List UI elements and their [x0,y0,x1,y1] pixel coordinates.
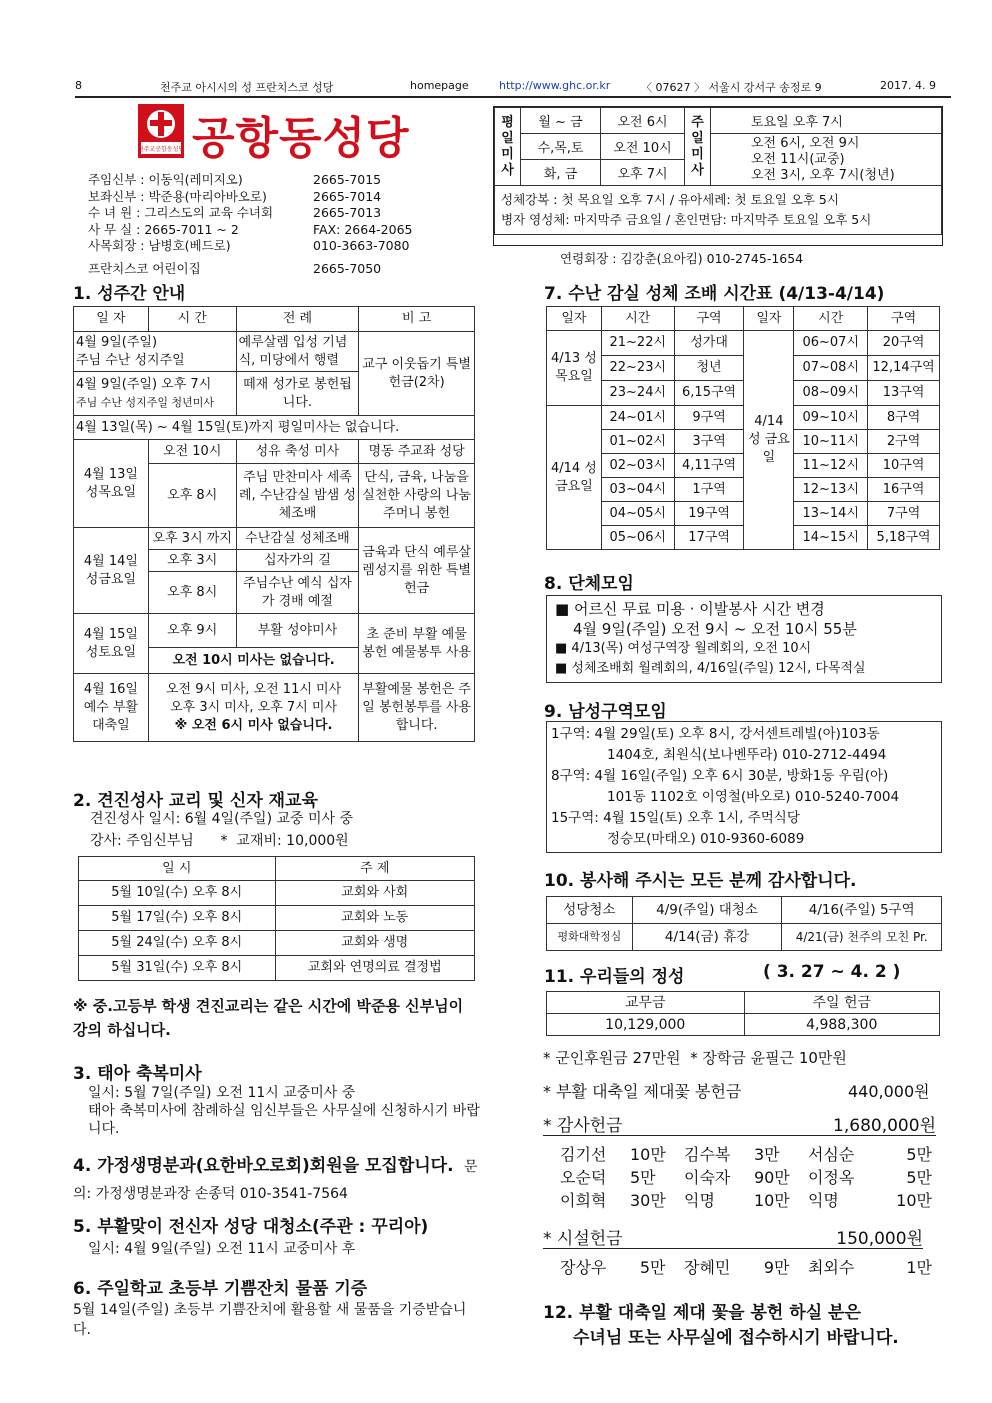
cell: 5월 10일(수) 오후 8시 [79,881,276,906]
section-6-title: 6. 주일학교 초등부 기쁨잔치 물품 기증 [73,1279,368,1299]
staff-phone: 2665-7050 [313,260,382,276]
donor: 익명 [683,1191,715,1210]
cell: 10~11시 [794,430,868,454]
family-contact: 문의: 가정생명분과장 손종덕 010-3541-7564 [73,1159,478,1202]
table-row [547,897,942,924]
mass-day: 월 ~ 금 [521,108,601,134]
cell: 2구역 [868,430,940,454]
table-row [560,1189,932,1212]
bullet-icon: ■ [555,600,574,618]
section-4-title: 4. 가정생명분과(요한바오로회)회원을 모집합니다. [73,1156,454,1176]
cleaning-date: 일시: 4월 9일(주일) 오전 11시 교중미사 후 [88,1241,356,1257]
section-11-title: 11. 우리들의 정성 [544,967,685,987]
meeting-item: 성체조배회 월례회의, 4/16일(주일) 12시, 다목적실 [571,661,866,676]
amount: 5만 [906,1145,932,1164]
cell: 교회와 노동 [275,906,474,931]
meeting-item: 4월 9일(주일) 오전 9시 ~ 오전 10시 55분 [573,620,857,638]
cell: 4월 9일(주일) 오후 7시 [76,376,212,392]
section-9-title: 9. 남성구역모임 [544,702,667,722]
amount: 5만 [906,1168,932,1187]
cell: 오후 8시 [148,464,236,528]
section-8-title: 8. 단체모임 [544,574,634,594]
mass-schedule [493,106,943,246]
facility-offering [543,1224,923,1249]
weekday-mass-label: 평일미사 [495,108,521,186]
education-table [78,856,475,981]
cell: 교구 이웃돕기 특별헌금(2차) [359,332,475,416]
donor: 이희혁 [560,1191,607,1210]
amount: 10만 [629,1145,666,1164]
cell: 5,18구역 [868,526,940,550]
sunday-mass-line: 오전 6시, 오전 9시 [751,135,860,151]
staff-pastor: 주임신부 : 이동익(레미지오) [88,172,243,187]
confirmation-date: 견진성사 일시: 6월 4일(주일) 교중 미사 중 [90,811,354,827]
district-line: 101동 1102호 이영철(바오로) 010-5240-7004 [607,789,900,805]
cell: 부활 성야미사 [236,614,359,648]
church-emblem-icon [138,104,184,158]
bullet-icon: ■ [555,641,572,656]
cell: 성당청소 [547,897,633,924]
section-5-title: 5. 부활맞이 전신자 성당 대청소(주관 : 꾸리아) [73,1217,429,1237]
cell: 주님 수난 성지주일 청년미사 [76,395,215,409]
staff-phone: 010-3663-7080 [313,238,410,253]
cell: 4/16(주일) 5구역 [782,897,942,924]
cell: 11~12시 [794,454,868,478]
cell: 22~23시 [601,356,674,381]
staff-convent: 수 녀 원 : 그리스도의 교육 수녀회 [88,205,274,220]
funeral-committee: 연령회장 : 김강춘(요아킴) 010-2745-1654 [560,251,804,266]
bullet-icon: ■ [555,661,572,676]
amount: 3만 [753,1145,780,1164]
cell: 주님수난 예식 십자가 경배 예절 [236,572,359,614]
cell: 14~15시 [794,526,868,550]
cell: ※ 오전 6시 미사 없습니다. [174,717,333,733]
cell: 12~13시 [794,478,868,502]
facility-donors [560,1256,932,1279]
org-name: 천주교 아시시의 성 프란치스코 성당 [160,81,334,94]
table-row [560,1166,932,1189]
thanks-label: * 감사헌금 [543,1116,623,1136]
col-header: 시간 [794,307,868,331]
cell: 5월 17일(수) 오후 8시 [79,906,276,931]
cell: 오후 3시 [148,550,236,572]
col-header: 일 자 [74,307,149,332]
col-header: 전 례 [236,307,359,332]
cell: 금육과 단식 예루살렘성지를 위한 특별헌금 [359,528,475,614]
sunday-mass-label: 주일미사 [685,108,711,186]
staff-office: 사 무 실 : 2665-7011 ~ 2 [88,221,239,237]
cell: 성가대 [674,331,744,356]
page-number: 8 [75,79,82,92]
cell: 성유 축성 미사 [236,440,359,464]
staff-assistant: 보좌신부 : 박준용(마리아바오로) [88,188,267,204]
day-cell: 4월 15일 성토요일 [74,614,149,674]
col-header: 일자 [744,307,794,331]
cell: 주님 만찬미사 세족례, 수난감실 밤샘 성체조배 [236,464,359,528]
cell: 04~05시 [601,502,674,526]
col-header: 시 간 [148,307,236,332]
address: 〈 07627 〉 서울시 강서구 송정로 9 [641,81,822,94]
cell: 21~22시 [601,331,674,356]
col-header: 구역 [674,307,744,331]
blessing-date: 일시: 5월 7일(주일) 오전 11시 교중미사 중 [88,1085,356,1101]
donor: 익명 [807,1191,839,1210]
col-header: 비 고 [359,307,475,332]
mass-time: 오전 10시 [601,134,685,160]
day-cell: 4/14 성 금요일 [744,331,794,550]
youth-note: ※ 중.고등부 학생 견진교리는 같은 시간에 박준용 신부님이 강의 하십니다. [73,997,464,1039]
cell: 청년 [674,356,744,381]
cell: 오후 3시 미사, 오후 7시 미사 [170,699,338,715]
sunday-mass-line: 오전 3시, 오후 7시(청년) [751,167,895,183]
service-table [546,896,942,951]
amount: 10만 [896,1191,932,1210]
cell: 4월 9일(주일) [76,334,158,350]
col-header: 일자 [547,307,602,331]
cell: 오전 10시 [148,440,236,464]
cell: 예루살렘 입성 기념식, 미당에서 행렬 [236,332,359,372]
cell: 24~01시 [601,406,674,430]
cell: 20구역 [868,331,940,356]
cell: 07~08시 [794,356,868,381]
day-cell: 4/14 성 금요일 [547,406,602,550]
donor: 최외수 [807,1258,855,1277]
cell: 오전 10시 미사는 없습니다. [148,648,358,674]
emblem-caption: 천주교공항동성당 [138,146,184,153]
church-logo [138,104,428,164]
cell: 10,129,000 [547,1014,745,1036]
cell: 5월 31일(수) 오후 8시 [79,956,276,981]
donor: 김기선 [560,1145,607,1164]
day-cell: 4월 16일 예수 부활 대축일 [74,674,149,742]
offering-table [546,991,940,1036]
cell: 05~06시 [601,526,674,550]
thanks-amount: 1,680,000원 [833,1116,936,1136]
col-header: 구역 [868,307,940,331]
donor: 이정옥 [807,1168,855,1187]
section-10-title: 10. 봉사해 주시는 모든 분께 감사합니다. [544,871,857,891]
cell: 주님 수난 성지주일 [76,352,185,368]
cell: 10구역 [868,454,940,478]
cell: 5월 24일(수) 오후 8시 [79,931,276,956]
cell: 부활예물 봉헌은 주일 봉헌봉투를 사용합니다. [359,674,475,742]
homepage-link[interactable]: http://www.ghc.or.kr [499,79,611,92]
mass-note-1: 성체강복 : 첫 목요일 오후 7시 / 유아세례: 첫 토요일 오후 5시 [501,192,839,207]
donor: 오순덕 [560,1168,607,1187]
mass-day: 수,목,토 [521,134,601,160]
cell: 교회와 생명 [275,931,474,956]
staff-council: 사목회장 : 남병호(베드로) [88,238,231,253]
col-header: 주 제 [275,857,474,881]
altar-flower-amount: 440,000원 [848,1082,930,1101]
cell: 06~07시 [794,331,868,356]
donation-info: 5월 14일(주일) 초등부 기쁨잔치에 활용할 새 물품을 기증받습니다. [73,1302,467,1338]
table-row [79,956,475,981]
amount: 30만 [629,1191,666,1210]
donor: 장혜민 [683,1258,731,1277]
blessing-register: 태아 축복미사에 참례하실 임신부들은 사무실에 신청하시기 바랍니다. [88,1103,480,1137]
section-4 [73,1153,483,1208]
mass-note-2: 병자 영성체: 마지막주 금요일 / 혼인면담: 마지막주 토요일 오후 5시 [501,212,872,227]
cell: 오전 9시 미사, 오전 11시 미사 [165,681,342,697]
cell: 16구역 [868,478,940,502]
cell: 평화대학정심 [547,924,633,951]
table-row [79,881,475,906]
district-line: 정승모(마태오) 010-9360-6089 [607,831,805,847]
amount: 90만 [753,1168,790,1187]
military-scholarship: * 군인후원금 27만원 * 장학금 윤필근 10만원 [543,1049,847,1067]
table-row [79,931,475,956]
cell: 4/14(금) 휴강 [632,924,782,951]
amount: 1만 [906,1258,932,1277]
table-row [547,924,942,951]
facility-label: * 시설헌금 [543,1229,623,1249]
cell: 십자가의 길 [236,550,359,572]
adoration-table [546,306,940,550]
cell: 9구역 [674,406,744,430]
district-meetings [546,721,942,853]
section-1-title: 1. 성주간 안내 [73,284,186,304]
cell: 떼재 성가로 봉헌됩니다. [236,372,359,416]
district-line: 1404호, 최원식(보나벤뚜라) 010-2712-4494 [607,747,887,763]
cell: 01~02시 [601,430,674,454]
staff-fax: FAX: 2664-2065 [313,221,413,237]
district-line: 8구역: 4월 16일(주일) 오후 6시 30분, 방화1동 우림(아) [551,768,889,784]
meeting-item: 어르신 무료 미용 · 이발봉사 시간 변경 [573,600,825,618]
group-meetings [546,595,942,683]
cell: 13~14시 [794,502,868,526]
col-header: 교무금 [547,992,745,1014]
staff-phone: 2665-7014 [313,188,382,204]
altar-flower-label: * 부활 대축일 제대꽃 봉헌금 [543,1082,742,1101]
staff-list [88,172,418,277]
donor: 장상우 [560,1258,607,1277]
col-header: 주일 헌금 [744,992,940,1014]
sunday-mass-sat: 토요일 오후 7시 [711,108,942,134]
cell: 교회와 사회 [275,881,474,906]
offering-period: ( 3. 27 ~ 4. 2 ) [763,962,901,982]
thanks-donors [560,1143,932,1212]
section-3-title: 3. 태아 축복미사 [73,1064,202,1084]
cell: 교회와 연명의료 결정법 [275,956,474,981]
church-name: 공항동성당 [192,113,410,164]
cell: 4,11구역 [674,454,744,478]
notice-row: 4월 13일(목) ~ 4월 15일(토)까지 평일미사는 없습니다. [74,416,475,440]
mass-day: 화, 금 [521,160,601,186]
facility-amount: 150,000원 [836,1229,923,1249]
district-line: 1구역: 4월 29일(토) 오후 8시, 강서센트레빌(아)103동 [551,726,880,742]
table-row [560,1256,932,1279]
cell: 12,14구역 [868,356,940,381]
sunday-mass-line: 오전 11시(교중) [751,151,845,167]
cell: 08~09시 [794,381,868,406]
lecturer: 강사: 주임신부님 * 교재비: 10,000원 [90,833,349,849]
amount: 5만 [639,1258,666,1277]
cell: 단식, 금육, 나눔을 실천한 사랑의 나눔 주머니 봉헌 [359,464,475,528]
cell: 오후 8시 [148,572,236,614]
col-header: 시간 [601,307,674,331]
amount: 10만 [753,1191,790,1210]
meeting-item: 4/13(목) 여성구역장 월례회의, 오전 10시 [571,641,812,656]
day-cell: 4월 13일 성목요일 [74,440,149,528]
cell: 오후 9시 [148,614,236,648]
staff-phone: 2665-7013 [313,205,382,220]
cell: 4/21(금) 천주의 모친 Pr. [782,924,942,951]
cell: 6,15구역 [674,381,744,406]
amount: 9만 [763,1258,790,1277]
cell: 수난감실 성체조배 [236,528,359,550]
amount: 5만 [629,1168,656,1187]
cell: 1구역 [674,478,744,502]
cell: 7구역 [868,502,940,526]
thanks-offering [543,1111,936,1136]
section-7-title: 7. 수난 감실 성체 조배 시간표 (4/13-4/14) [544,284,885,304]
section-12-line: 수녀님 또는 사무실에 접수하시기 바랍니다. [573,1328,899,1348]
cell: 09~10시 [794,406,868,430]
homepage-label: homepage [410,79,469,92]
cell: 23~24시 [601,381,674,406]
cell: 3구역 [674,430,744,454]
cell: 명동 주교좌 성당 [359,440,475,464]
staff-kindergarten: 프란치스코 어린이집 [88,260,201,276]
day-cell: 4월 14일 성금요일 [74,528,149,614]
district-line: 15구역: 4월 15일(토) 오후 1시, 주먹식당 [551,810,800,826]
donor: 이숙자 [683,1168,731,1187]
col-header: 일 시 [79,857,276,881]
cell: 초 준비 부활 예물 봉헌 예물봉투 사용 [359,614,475,674]
donor: 서심순 [807,1145,855,1164]
donor: 김수복 [683,1145,731,1164]
cell: 13구역 [868,381,940,406]
mass-time: 오후 7시 [601,160,685,186]
cell: 17구역 [674,526,744,550]
cell: 02~03시 [601,454,674,478]
day-cell: 4/13 성 목요일 [547,331,602,406]
cell: 4/9(주일) 대청소 [632,897,782,924]
cell: 19구역 [674,502,744,526]
blessing-info [88,1084,480,1138]
mass-time: 오전 6시 [601,108,685,134]
cell: 오후 3시 까지 [148,528,236,550]
cell: 03~04시 [601,478,674,502]
holy-week-table [73,306,475,742]
section-2-title: 2. 견진성사 교리 및 신자 재교육 [73,791,318,811]
staff-phone: 2665-7015 [313,172,382,187]
table-row [560,1143,932,1166]
table-row [79,906,475,931]
issue-date: 2017. 4. 9 [880,79,936,92]
page-header [75,76,951,98]
cell: 8구역 [868,406,940,430]
section-12-title: 12. 부활 대축일 제대 꽃을 봉헌 하실 분은 [543,1303,861,1323]
cell: 4,988,300 [744,1014,940,1036]
